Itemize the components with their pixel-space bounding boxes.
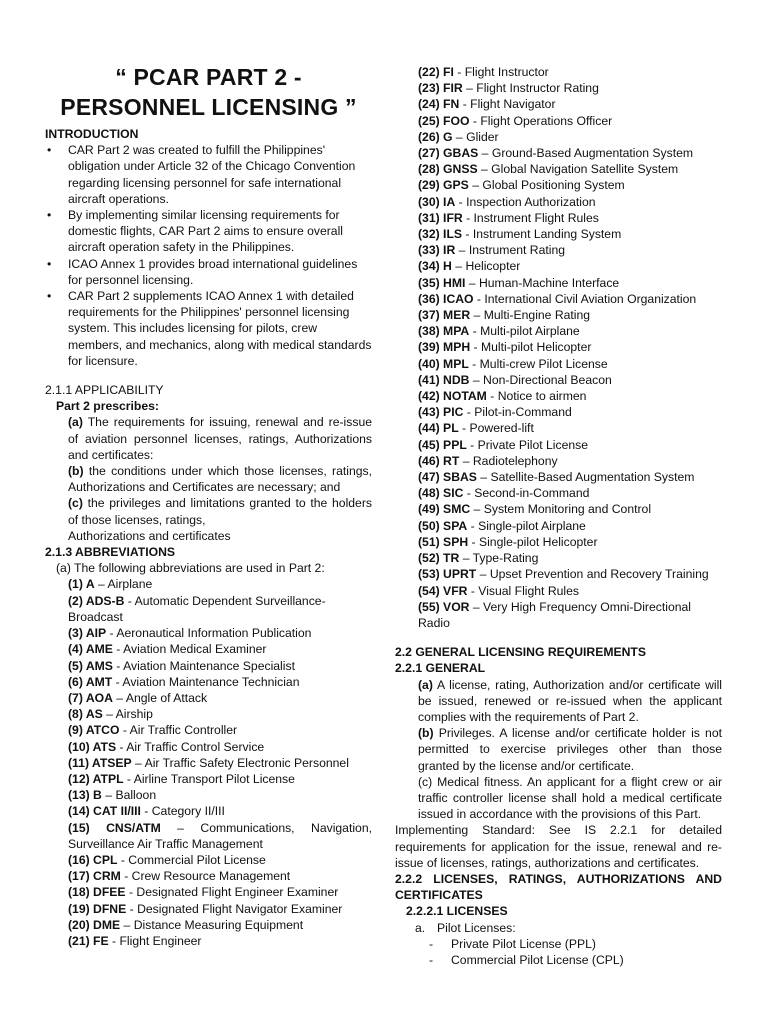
abbreviation-separator: –	[477, 162, 492, 177]
abbreviation-code: (47) SBAS	[418, 470, 477, 485]
abbreviation-item	[45, 690, 372, 706]
abbreviation-code: (19) DFNE	[68, 901, 127, 916]
left-column	[45, 0, 372, 949]
abbreviation-separator: -	[120, 869, 132, 884]
abbreviation-description: System Monitoring and Control	[483, 502, 652, 517]
abbreviation-code: (50) SPA	[418, 518, 468, 533]
abbreviation-code: (52) TR	[418, 551, 460, 566]
abbreviation-description: Notice to airmen	[497, 389, 587, 404]
license-name: Commercial Pilot License (CPL)	[451, 952, 624, 967]
abbreviation-description: Automatic Dependent Surveillance-Broadcast	[68, 593, 326, 624]
abbreviation-description: Powered-lift	[469, 421, 534, 436]
abbreviation-separator: -	[106, 626, 117, 641]
abbreviation-description: Pilot-in-Command	[474, 405, 572, 420]
abbreviation-item	[395, 210, 722, 226]
abbreviation-separator: –	[468, 178, 483, 193]
abbreviation-separator: -	[470, 340, 481, 355]
abbreviation-code: (35) HMI	[418, 275, 466, 290]
abbreviation-code: (34) H	[418, 259, 452, 274]
abbreviation-description: Communications, Navigation, Surveillance Air Traffic Management	[68, 820, 372, 851]
item-label: (c)	[418, 774, 433, 789]
abbreviation-code: (25) FOO	[418, 113, 470, 128]
intro-bullet: • CAR Part 2 was created to fulfill the Philippines' obligation under Article 32 of the Chicago Convention regarding licensing personnel for safe international aircraft operations.	[45, 142, 372, 207]
abbreviation-description: Private Pilot License	[477, 437, 589, 452]
title-line-1: “ PCAR PART 2 -	[115, 64, 302, 90]
abbreviation-separator: –	[462, 81, 477, 96]
abbreviation-item	[45, 593, 372, 625]
abbreviations-heading: 2.1.3 ABBREVIATIONS	[45, 545, 176, 560]
abbreviation-separator: -	[116, 739, 127, 754]
abbreviation-separator: –	[476, 567, 490, 582]
abbreviation-item	[395, 453, 722, 469]
abbreviation-item	[395, 96, 722, 112]
abbreviation-item	[395, 64, 722, 80]
abbreviation-description: Aeronautical Information Publication	[116, 626, 312, 641]
abbreviation-code: (27) GBAS	[418, 146, 479, 161]
abbreviation-description: International Civil Aviation Organization	[484, 291, 697, 306]
abbreviation-item	[45, 706, 372, 722]
abbreviation-item	[45, 674, 372, 690]
abbreviation-description: Crew Resource Management	[131, 869, 291, 884]
right-column	[395, 0, 722, 968]
abbreviation-separator: –	[102, 707, 116, 722]
abbreviation-code: (42) NOTAM	[418, 389, 487, 404]
abbreviation-separator: -	[467, 518, 479, 533]
abbreviation-description: Second-in-Command	[474, 486, 590, 501]
abbreviation-description: Flight Instructor	[464, 65, 549, 79]
abbreviation-separator: -	[468, 356, 480, 371]
abbreviation-code: (13) B	[68, 788, 102, 803]
general-item-c	[395, 774, 722, 823]
abbreviation-separator: -	[462, 210, 474, 225]
abbreviation-separator: -	[468, 534, 479, 549]
abbreviation-description: Air Traffic Controller	[129, 723, 238, 738]
abbreviation-item	[395, 323, 722, 339]
abbreviation-description: Global Navigation Satellite System	[491, 162, 679, 177]
abbreviation-description: Flight Navigator	[470, 97, 556, 112]
abbreviation-description: Satellite-Based Augmentation System	[490, 470, 695, 485]
abbreviation-item	[45, 803, 372, 819]
abbreviation-item	[395, 437, 722, 453]
introduction-bullet-list	[45, 142, 372, 369]
abbreviation-code: (41) NDB	[418, 372, 470, 387]
abbreviation-item	[395, 177, 722, 193]
abbreviation-separator: –	[470, 308, 484, 323]
abbreviation-code: (18) DFEE	[68, 885, 126, 900]
abbreviation-item	[45, 771, 372, 787]
abbreviation-separator: -	[455, 194, 467, 209]
abbreviation-code: (14) CAT II/III	[68, 804, 141, 819]
abbreviation-code: (11) ATSEP	[68, 755, 132, 770]
implementing-standard: Implementing Standard: See IS 2.2.1 for detailed requirements for application for the issue, renewal and re-issue of licenses, ratings, authorizations and certificates.	[395, 823, 722, 870]
abbreviation-item	[395, 291, 722, 307]
abbreviation-item	[395, 420, 722, 436]
abbreviation-separator: -	[463, 486, 475, 501]
abbreviation-separator: -	[463, 405, 475, 420]
abbreviation-item	[395, 129, 722, 145]
abbreviation-item	[395, 550, 722, 566]
abbreviation-item	[395, 501, 722, 517]
abbreviation-separator: –	[94, 577, 108, 592]
abbreviation-description: Airship	[115, 707, 153, 722]
abbreviation-description: Global Positioning System	[482, 178, 625, 193]
abbreviation-separator: -	[469, 324, 481, 339]
abbreviation-description: Balloon	[115, 788, 157, 803]
abbreviation-code: (15) CNS/ATM	[68, 820, 161, 835]
abbreviation-separator: –	[478, 146, 492, 161]
abbreviation-description: Airline Transport Pilot License	[133, 771, 295, 786]
general-subheading: 2.2.1 GENERAL	[395, 661, 486, 676]
item-text: the conditions under which those licenses, ratings, Authorizations and Certificates are necessary; and	[68, 464, 372, 495]
item-label: (c)	[68, 496, 83, 511]
abbreviation-item	[395, 388, 722, 404]
abbreviation-code: (44) PL	[418, 421, 459, 436]
abbreviation-item	[45, 641, 372, 657]
alpha-marker: a.	[415, 920, 426, 935]
abbreviation-separator: -	[125, 885, 137, 900]
abbreviation-code: (49) SMC	[418, 502, 471, 517]
abbreviation-separator: –	[469, 599, 484, 614]
abbreviation-code: (16) CPL	[68, 852, 118, 867]
licenses-subheading: 2.2.2.1 LICENSES	[406, 904, 508, 919]
abbreviation-item	[395, 307, 722, 323]
abbreviation-code: (45) PPL	[418, 437, 467, 452]
abbreviation-description: Helicopter	[465, 259, 521, 274]
abbreviation-separator: –	[112, 690, 126, 705]
abbreviation-description: Upset Prevention and Recovery Training	[489, 567, 709, 582]
abbreviation-description: Flight Operations Officer	[480, 113, 613, 128]
abbreviation-item	[395, 113, 722, 129]
abbreviation-description: Radiotelephony	[472, 453, 558, 468]
abbreviation-separator: -	[112, 658, 124, 673]
abbreviation-code: (32) ILS	[418, 227, 463, 242]
abbreviation-item	[395, 80, 722, 96]
license-list-item	[395, 952, 722, 968]
abbreviation-separator: -	[124, 593, 135, 608]
abbreviation-code: (10) ATS	[68, 739, 117, 754]
abbreviation-separator: –	[465, 275, 479, 290]
abbreviation-code: (3) AIP	[68, 626, 107, 641]
abbreviation-separator: -	[117, 852, 129, 867]
abbreviation-code: (7) AOA	[68, 690, 113, 705]
abbreviation-separator: –	[452, 129, 467, 144]
abbreviation-item	[395, 258, 722, 274]
item-label: (a)	[418, 677, 433, 692]
abbreviation-code: (6) AMT	[68, 674, 113, 689]
abbreviation-code: (12) ATPL	[68, 771, 124, 786]
abbreviation-item	[45, 625, 372, 641]
abbreviations-intro: (a) The following abbreviations are used in Part 2:	[56, 561, 325, 576]
abbreviation-item	[395, 599, 722, 631]
abbreviation-separator: -	[459, 97, 471, 112]
abbreviation-code: (22) FI	[418, 65, 454, 79]
abbreviation-code: (43) PIC	[418, 405, 464, 420]
abbreviation-item	[395, 518, 722, 534]
item-label: (a)	[68, 415, 83, 430]
abbreviation-code: (20) DME	[68, 917, 121, 932]
abbreviation-description: Instrument Flight Rules	[473, 210, 599, 225]
abbreviation-separator: –	[101, 788, 116, 803]
abbreviation-item	[395, 226, 722, 242]
abbreviation-description: Very High Frequency Omni-Directional Radio	[418, 599, 691, 630]
abbreviation-separator: –	[455, 243, 469, 258]
item-text: the privileges and limitations granted to the holders of those licenses, ratings,	[68, 496, 372, 527]
abbreviation-description: Ground-Based Augmentation System	[491, 146, 694, 161]
item-text: The requirements for issuing, renewal and re-issue of aviation personnel licenses, ratings, Authorizations and certificates:	[68, 415, 372, 462]
abbreviation-item	[395, 356, 722, 372]
abbreviation-separator: -	[126, 901, 138, 916]
abbreviation-separator: -	[123, 771, 134, 786]
abbreviation-description: Instrument Landing System	[472, 227, 622, 242]
abbreviation-item	[395, 275, 722, 291]
abbreviation-description: Flight Instructor Rating	[476, 81, 599, 96]
abbreviation-item	[45, 787, 372, 803]
licenses-heading: 2.2.2 LICENSES, RATINGS, AUTHORIZATIONS AND CERTIFICATES	[395, 871, 722, 903]
abbreviation-description: Designated Flight Navigator Examiner	[137, 901, 343, 916]
abbreviation-item	[395, 339, 722, 355]
pilot-licenses-label: Pilot Licenses:	[437, 920, 516, 935]
abbreviation-code: (8) AS	[68, 707, 103, 722]
abbreviation-item	[395, 485, 722, 501]
abbreviation-description: Glider	[466, 129, 499, 144]
abbreviation-separator: -	[140, 804, 152, 819]
abbreviation-separator: -	[119, 723, 130, 738]
abbreviation-separator: –	[476, 470, 491, 485]
abbreviation-description: Type-Rating	[472, 551, 539, 566]
document-title	[45, 62, 372, 122]
abbreviation-separator: -	[453, 65, 465, 79]
abbreviation-description: Multi-Engine Rating	[483, 308, 591, 323]
abbreviation-description: Aviation Medical Examiner	[123, 642, 267, 657]
abbreviation-code: (31) IFR	[418, 210, 463, 225]
abbreviation-description: Multi-pilot Airplane	[480, 324, 580, 339]
abbreviation-item	[395, 566, 722, 582]
abbreviation-code: (37) MER	[418, 308, 471, 323]
abbreviation-item	[395, 242, 722, 258]
applicability-heading: 2.1.1 APPLICABILITY	[45, 383, 164, 398]
abbreviation-code: (24) FN	[418, 97, 460, 112]
abbreviation-description: Air Traffic Safety Electronic Personnel	[144, 755, 349, 770]
abbreviation-item	[45, 722, 372, 738]
applicability-item-c-tail: Authorizations and certificates	[68, 528, 231, 543]
item-label: (b)	[68, 464, 84, 479]
abbreviation-code: (2) ADS-B	[68, 593, 125, 608]
title-line-2: PERSONNEL LICENSING ”	[60, 94, 357, 120]
item-text: Medical fitness. An applicant for a flight crew or air traffic controller license shall hold a medical certificate issued in accordance with the provisions of this Part.	[418, 774, 722, 822]
abbreviation-code: (21) FE	[68, 933, 109, 948]
abbreviation-description: Single-pilot Helicopter	[478, 534, 598, 549]
abbreviation-item	[45, 739, 372, 755]
abbreviation-code: (29) GPS	[418, 178, 469, 193]
abbreviation-code: (23) FIR	[418, 81, 463, 96]
abbreviation-code: (28) GNSS	[418, 162, 478, 177]
abbreviation-description: Inspection Authorization	[466, 194, 596, 209]
dash-marker: -	[429, 936, 434, 951]
general-item-a	[395, 677, 722, 726]
intro-bullet: • By implementing similar licensing requirements for domestic flights, CAR Part 2 aims to ensure overall aircraft operation safety in the Philippines.	[45, 207, 372, 256]
part2-prescribes: Part 2 prescribes:	[56, 399, 159, 414]
abbreviation-item	[45, 658, 372, 674]
abbreviation-description: Human-Machine Interface	[478, 275, 620, 290]
abbreviation-description: Non-Directional Beacon	[483, 372, 612, 387]
abbreviation-item	[45, 755, 372, 771]
general-licensing-heading: 2.2 GENERAL LICENSING REQUIREMENTS	[395, 645, 647, 660]
abbreviation-item	[395, 194, 722, 210]
abbreviation-code: (36) ICAO	[418, 291, 474, 306]
abbreviation-separator: –	[160, 820, 201, 835]
applicability-item-b	[45, 463, 372, 495]
abbreviation-description: Airplane	[107, 577, 153, 592]
abbreviation-item	[395, 469, 722, 485]
license-name: Private Pilot License (PPL)	[451, 936, 596, 951]
abbreviation-description: Multi-crew Pilot License	[479, 356, 608, 371]
intro-bullet: • CAR Part 2 supplements ICAO Annex 1 with detailed requirements for the Philippines' personnel licensing system. This includes licensing for pilots, crew members, and mechanics, along with medical standards for licensure.	[45, 288, 372, 369]
pilot-licenses-item	[395, 920, 722, 936]
abbreviation-description: Visual Flight Rules	[478, 583, 579, 598]
abbreviation-code: (33) IR	[418, 243, 456, 258]
intro-bullet: • ICAO Annex 1 provides broad international guidelines for personnel licensing.	[45, 256, 372, 288]
abbreviation-code: (51) SPH	[418, 534, 469, 549]
abbreviation-separator: -	[486, 389, 498, 404]
abbreviation-item	[395, 372, 722, 388]
abbreviation-list-left	[45, 576, 372, 949]
abbreviation-separator: -	[473, 291, 485, 306]
abbreviation-code: (46) RT	[418, 453, 460, 468]
abbreviation-code: (4) AME	[68, 642, 113, 657]
abbreviation-separator: -	[458, 421, 470, 436]
abbreviation-description: Category II/III	[151, 804, 225, 819]
license-list-item	[395, 936, 722, 952]
abbreviation-code: (26) G	[418, 129, 453, 144]
abbreviation-separator: –	[469, 372, 484, 387]
abbreviation-description: Angle of Attack	[125, 690, 208, 705]
abbreviation-separator: –	[131, 755, 145, 770]
abbreviation-item	[395, 404, 722, 420]
abbreviation-separator: -	[469, 113, 481, 128]
abbreviation-description: Air Traffic Control Service	[126, 739, 265, 754]
abbreviation-separator: -	[466, 437, 478, 452]
item-text: A license, rating, Authorization and/or certificate will be issued, renewed or re-issued when the applicant complies with the requirements of Part 2.	[418, 677, 722, 724]
abbreviation-separator: -	[112, 642, 124, 657]
abbreviation-code: (39) MPH	[418, 340, 471, 355]
abbreviation-item	[45, 917, 372, 933]
abbreviation-code: (30) IA	[418, 194, 456, 209]
abbreviation-item	[395, 583, 722, 599]
abbreviation-description: Distance Measuring Equipment	[133, 917, 304, 932]
abbreviation-separator: -	[462, 227, 473, 242]
abbreviation-description: Aviation Maintenance Specialist	[123, 658, 295, 673]
abbreviation-code: (5) AMS	[68, 658, 113, 673]
abbreviation-separator: –	[459, 453, 473, 468]
abbreviation-code: (38) MPA	[418, 324, 470, 339]
abbreviation-list-right	[395, 64, 722, 631]
abbreviation-description: Single-pilot Airplane	[478, 518, 586, 533]
applicability-item-c	[45, 495, 372, 527]
abbreviation-code: (40) MPL	[418, 356, 469, 371]
abbreviation-separator: -	[112, 674, 123, 689]
introduction-heading: INTRODUCTION	[45, 127, 139, 141]
general-item-b	[395, 725, 722, 774]
abbreviation-code: (53) UPRT	[418, 567, 477, 582]
abbreviation-separator: –	[120, 917, 134, 932]
abbreviation-code: (55) VOR	[418, 599, 470, 614]
abbreviation-description: Commercial Pilot License	[128, 852, 266, 867]
dash-marker: -	[429, 952, 434, 967]
abbreviation-item	[395, 534, 722, 550]
abbreviation-code: (1) A	[68, 577, 95, 592]
abbreviation-item	[45, 868, 372, 884]
abbreviation-item	[45, 901, 372, 917]
abbreviation-item	[45, 852, 372, 868]
abbreviation-description: Multi-pilot Helicopter	[481, 340, 592, 355]
abbreviation-description: Instrument Rating	[468, 243, 566, 258]
abbreviation-item	[45, 884, 372, 900]
abbreviation-item	[45, 820, 372, 852]
abbreviation-separator: -	[108, 933, 120, 948]
abbreviation-separator: –	[470, 502, 484, 517]
abbreviation-description: Flight Engineer	[119, 933, 202, 948]
abbreviation-item	[395, 145, 722, 161]
abbreviation-item	[395, 161, 722, 177]
abbreviation-description: Designated Flight Engineer Examiner	[136, 885, 339, 900]
abbreviation-code: (9) ATCO	[68, 723, 120, 738]
abbreviation-code: (17) CRM	[68, 869, 121, 884]
abbreviation-code: (54) VFR	[418, 583, 468, 598]
abbreviation-separator: -	[467, 583, 479, 598]
abbreviation-item	[45, 576, 372, 592]
applicability-item-a	[45, 414, 372, 463]
abbreviation-item	[45, 933, 372, 949]
abbreviation-description: Aviation Maintenance Technician	[122, 674, 300, 689]
abbreviation-code: (48) SIC	[418, 486, 464, 501]
abbreviation-separator: –	[459, 551, 473, 566]
abbreviation-separator: –	[451, 259, 466, 274]
item-text: Privileges. A license and/or certificate holder is not permitted to exercise privileges other than those granted by the license and/or certificate.	[418, 726, 722, 773]
item-label: (b)	[418, 726, 434, 741]
